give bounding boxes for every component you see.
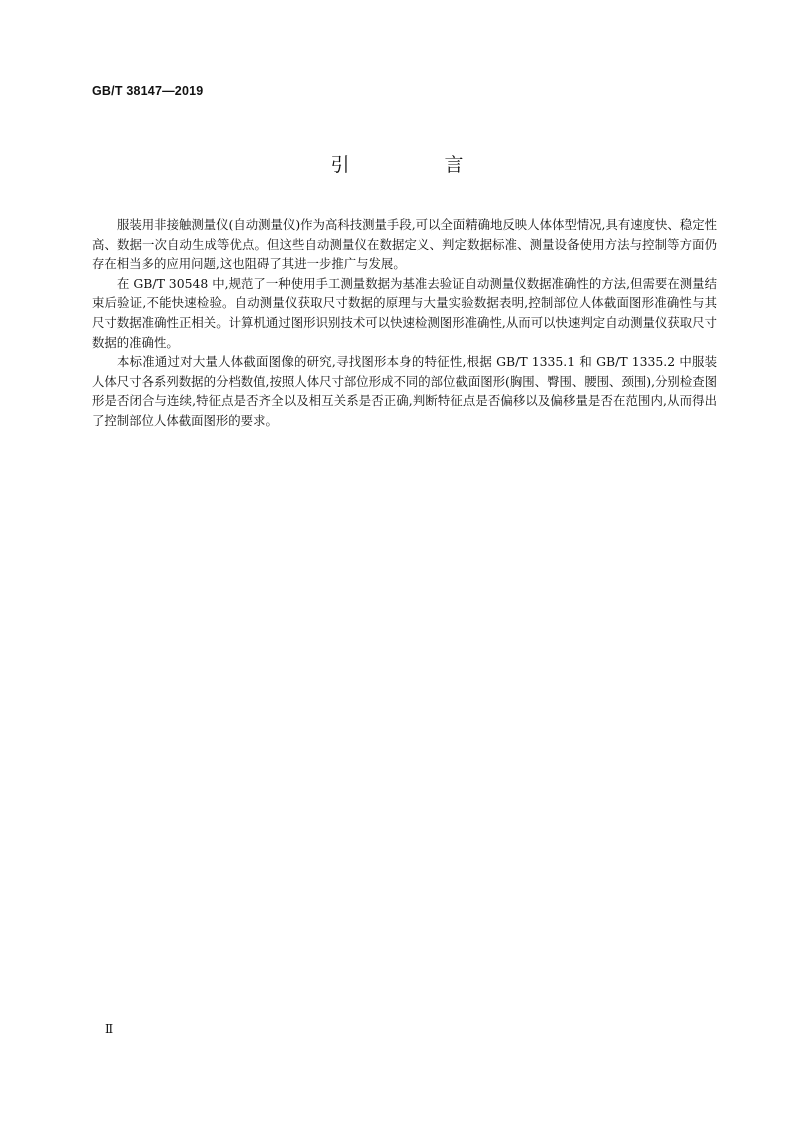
paragraph-2: 在 GB/T 30548 中,规范了一种使用手工测量数据为基准去验证自动测量仪数据准确性的方法,但需要在测量结束后验证,不能快速检验。自动测量仪获取尺寸数据的原理与大量实验数据表明,控制部位人体截面图形准确性与其尺寸数据准确性正相关。计算机通过图形识别技术可以快速检测图形准确性,从而可以快速判定自动测量仪获取尺寸数据的准确性。 xyxy=(92,275,717,350)
standard-code-header: GB/T 38147—2019 xyxy=(92,84,204,98)
paragraph-3: 本标准通过对大量人体截面图像的研究,寻找图形本身的特征性,根据 GB/T 1335.1 和 GB/T 1335.2 中服装人体尺寸各系列数据的分档数值,按照人体尺寸部位形成不同的部位截面图形(胸围、臀围、腰围、颈围),分别检查图形是否闭合与连续,特征点是否齐全以及相互关系是否正确,判断特征点是否偏移以及偏移量是否在范围内,从而得出了控制部位人体截面图形的要求。 xyxy=(92,354,717,428)
page-number: Ⅱ xyxy=(105,1022,114,1036)
paragraph-1: 服装用非接触测量仪(自动测量仪)作为高科技测量手段,可以全面精确地反映人体体型情况,具有速度快、稳定性高、数据一次自动生成等优点。但这些自动测量仪在数据定义、判定数据标准、测量设备使用方法与控制等方面仍存在相当多的应用问题,这也阻碍了其进一步推广与发展。 xyxy=(92,217,717,272)
page-title: 引 言 xyxy=(330,154,502,176)
introduction-body xyxy=(92,215,717,431)
